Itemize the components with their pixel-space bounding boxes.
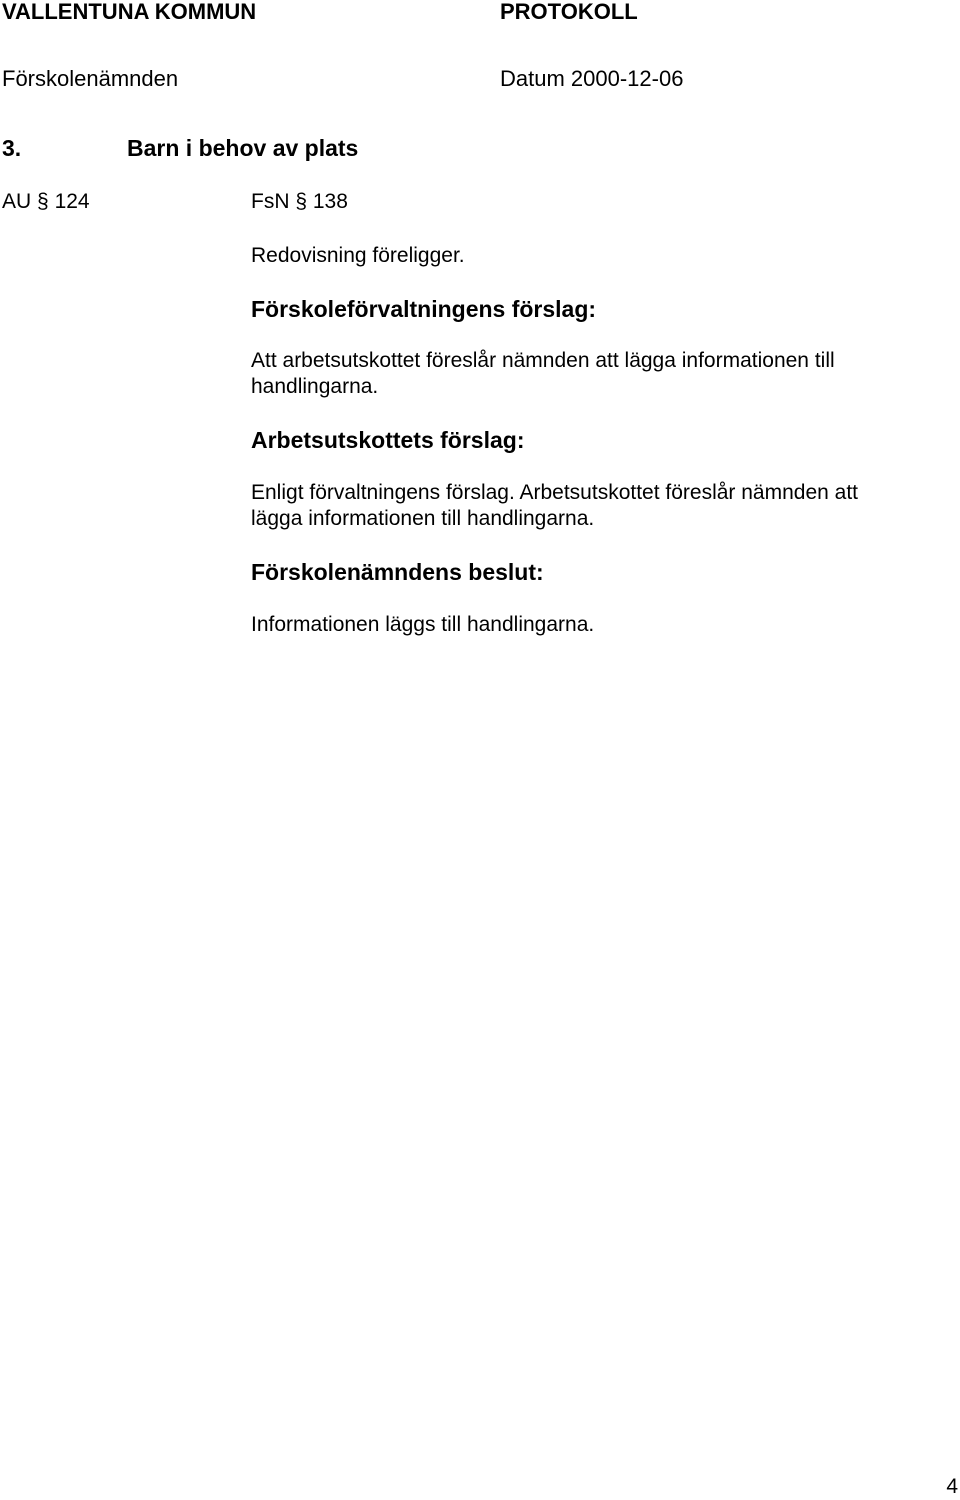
page-number: 4 — [946, 1475, 958, 1498]
admin-proposal-line: Att arbetsutskottet föreslår nämnden att lägga informationen till — [251, 349, 835, 372]
admin-proposal-line: handlingarna. — [251, 375, 379, 398]
wc-proposal-heading: Arbetsutskottets förslag: — [251, 427, 525, 453]
item-number: 3. — [2, 135, 22, 161]
meeting-date: Datum 2000-12-06 — [500, 66, 684, 91]
au-label: AU — [2, 190, 32, 213]
document-type: PROTOKOLL — [500, 0, 638, 24]
fsn-reference — [251, 189, 348, 215]
intro-text: Redovisning föreligger. — [251, 244, 465, 267]
wc-proposal-line: lägga informationen till handlingarna. — [251, 507, 595, 530]
organization-name: VALLENTUNA KOMMUN — [2, 0, 257, 24]
au-reference — [2, 189, 90, 215]
fsn-label: FsN — [251, 190, 290, 213]
item-title: Barn i behov av plats — [127, 135, 359, 161]
wc-proposal-line: Enligt förvaltningens förslag. Arbetsutskottet föreslår nämnden att — [251, 481, 859, 504]
section-symbol: § — [37, 190, 49, 213]
section-symbol: § — [295, 190, 308, 213]
admin-proposal-heading: Förskoleförvaltningens förslag: — [251, 296, 597, 322]
committee-name: Förskolenämnden — [2, 66, 179, 91]
fsn-number: 138 — [312, 190, 348, 213]
au-number: 124 — [54, 190, 90, 213]
decision-heading: Förskolenämndens beslut: — [251, 559, 544, 585]
decision-text: Informationen läggs till handlingarna. — [251, 613, 595, 636]
